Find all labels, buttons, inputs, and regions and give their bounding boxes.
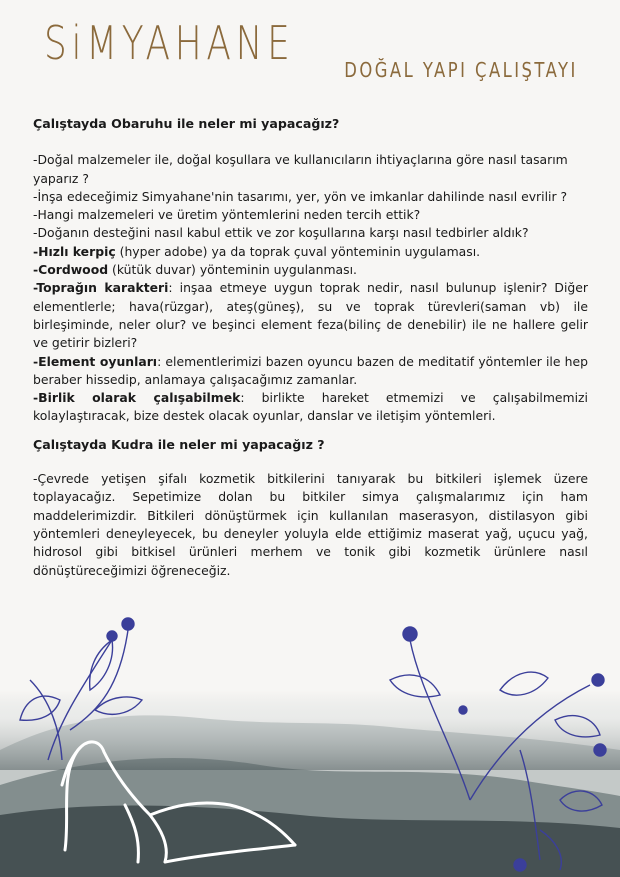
item-bold: -Element oyunları	[33, 353, 158, 369]
section2-paragraph: -Çevrede yetişen şifalı kozmetik bitkilerini tanıyarak bu bitkileri işlemek üzere toplayacağız. Sepetimize dolan bu bitkiler simya çalışmalarımız için ham maddelerimizdir. Bitkileri dönüştürmek için kullanılan maserasyon, distilasyon gibi yöntemleri deneyleyecek, bu deneyler yoluyla elde ettiğimiz maserat yağ, uçucu yağ, hidrosol gibi bitkisel ürünleri merhem ve tonik gibi kozmetik ürünlere nasıl dönüştüreceğimizi öğreneceğiz.	[33, 471, 588, 578]
section2-heading: Çalıştayda Kudra ile neler mi yapacağız ?	[33, 436, 325, 452]
item-text: : inşaa etmeye uygun toprak nedir, nasıl bulunup işlenir? Diğer elementlerle; hava(rüzgar), ateş(güneş), su ve toprak türevleri(saman vb) ile birleşiminde, neler olur? ve beşinci element feza(bilinç de denebilir) ile ne hallere gelir ve getirir bizleri?	[33, 280, 588, 351]
list-item	[33, 243, 588, 261]
item-bold: -Birlik olarak çalışabilmek	[33, 390, 241, 406]
list-item	[33, 224, 588, 242]
list-item	[33, 279, 588, 352]
item-bold: -Cordwood	[33, 262, 109, 278]
brand-title: SiMYAHANE	[44, 16, 295, 70]
item-text: (hyper adobe) ya da toprak çuval yönteminin uygulaması.	[115, 243, 481, 259]
item-text: : birlikte hareket etmemizi ve çalışabilmemizi kolaylaştıracak, bize destek olacak oyunlar, danslar ve iletişim yöntemleri.	[33, 390, 588, 424]
workshop-subtitle: DOĞAL YAPI ÇALIŞTAYI	[344, 58, 578, 82]
list-item	[33, 353, 588, 390]
item-bold: -Hızlı kerpiç	[33, 243, 116, 259]
list-item	[33, 261, 588, 279]
item-text: -İnşa edeceğimiz Simyahane'nin tasarımı, yer, yön ve imkanlar dahilinde nasıl evrilir ?	[33, 188, 568, 204]
item-text: -Doğal malzemeler ile, doğal koşullara ve kullanıcıların ihtiyaçlarına göre nasıl tasarım yaparız ?	[33, 152, 568, 186]
list-item	[33, 151, 588, 188]
list-item	[33, 389, 588, 426]
list-item	[33, 188, 588, 206]
landscape-illustration	[0, 600, 620, 877]
item-bold: -Toprağın karakteri	[33, 280, 169, 296]
document-body	[33, 115, 588, 580]
section1-list	[33, 151, 588, 425]
item-text: -Doğanın desteğini nasıl kabul ettik ve zor koşullarına karşı nasıl tedbirler aldık?	[33, 225, 529, 241]
forest-hills	[0, 690, 620, 877]
item-text: -Hangi malzemeleri ve üretim yöntemlerini neden tercih ettik?	[33, 207, 421, 223]
item-text: : elementlerimizi bazen oyuncu bazen de meditatif yöntemler ile hep beraber hissedip, anlamaya çalışacağımız zamanlar.	[33, 353, 588, 387]
item-text: (kütük duvar) yönteminin uygulanması.	[108, 262, 357, 278]
list-item	[33, 206, 588, 224]
section1-heading: Çalıştayda Obaruhu ile neler mi yapacağız?	[33, 116, 340, 131]
